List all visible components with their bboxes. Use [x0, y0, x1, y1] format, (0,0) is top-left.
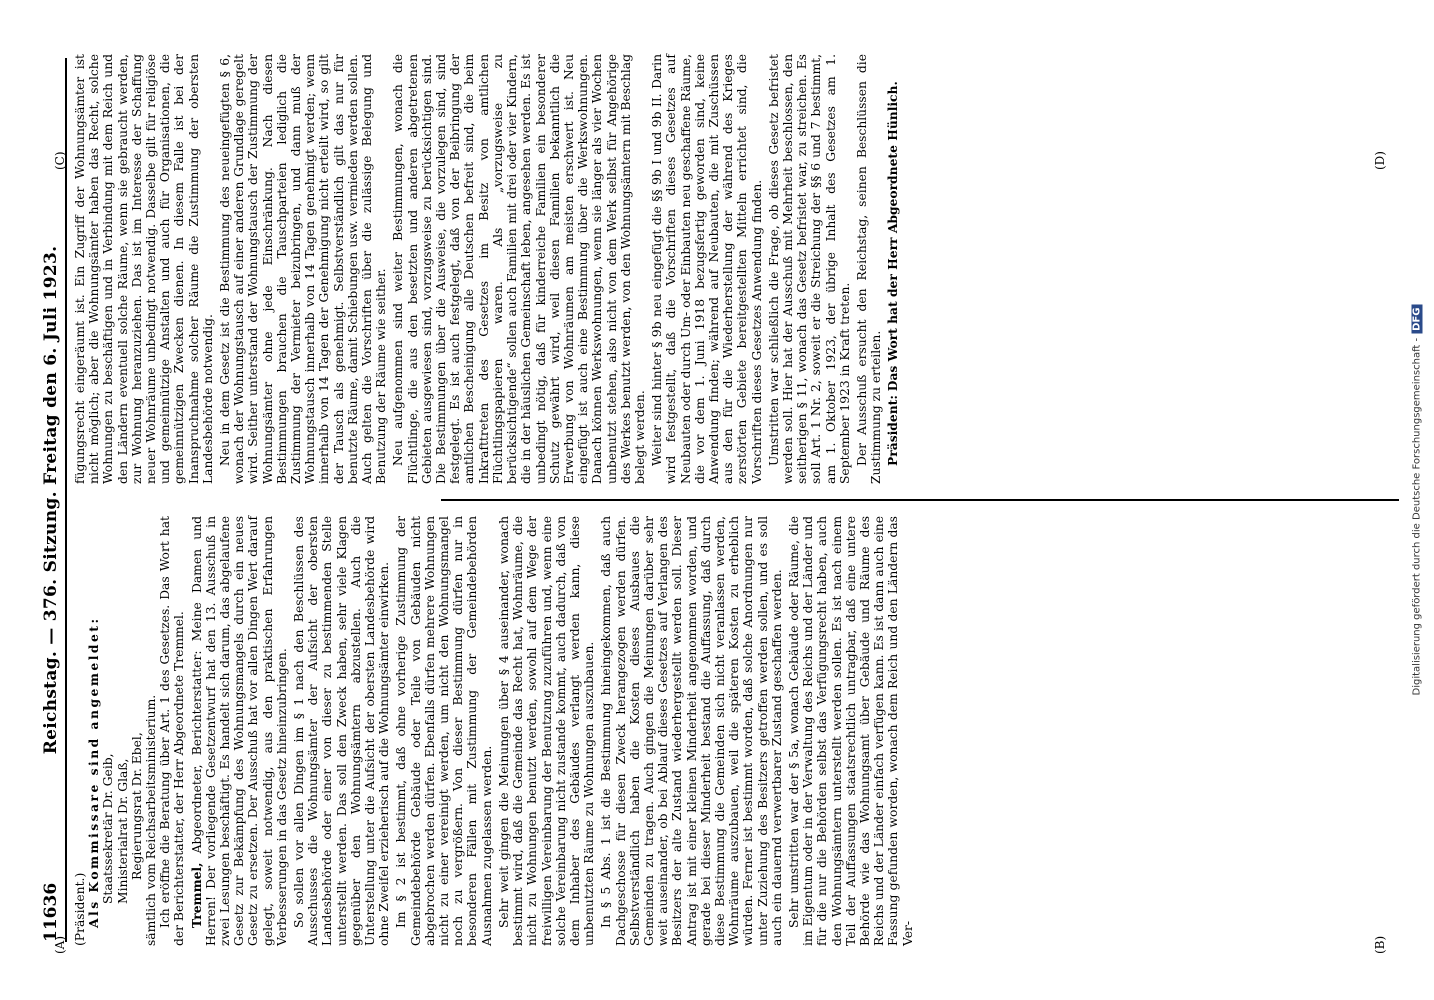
margin-letter-a: (A) [53, 935, 67, 954]
speaker-paragraph [886, 54, 900, 484]
kommissar-1: Staatssekretär Dr. Geib, [101, 753, 116, 904]
kommissar-2: Ministerialrat Dr. Glaß, [115, 758, 130, 904]
kommissar-ministry: sämtlich vom Reichsarbeitsministerium. [144, 694, 159, 946]
margin-letter-c: (C) [53, 151, 67, 170]
speaker-name: Tremmel, [188, 862, 204, 928]
paragraph: fügungsrecht eingeräumt ist. Ein Zugriff der Wohnungsämter ist nicht möglich; aber die Wohnungsämter haben das Recht, solche Wohnungen zu beschäftigen und in Verbindung mit dem Reich und den Ländern eventuell solche Räume, wenn sie gebraucht werden, zur Wohnung heranzuziehen. Das ist im Interesse der Schaffung neuer Wohnräume unbedingt notwendig. Dasselbe gilt für religiöse und gemeinnützige Anstalten und auch für Organisationen, die gemeinnützigen Zwecken dienen. In diesem Falle ist bei der Inanspruchnahme solcher Räume die Zustimmung der obersten Landesbehörde notwendig. [73, 54, 215, 484]
digitization-note [1406, 10, 1428, 990]
speaker-paragraph [190, 516, 289, 946]
paragraph: Der Ausschuß ersucht den Reichstag, seinen Beschlüssen die Zustimmung zu erteilen. [854, 54, 884, 484]
paragraph-text: Meine Damen und Herren! Der vorliegende Gesetzentwurf hat den 13. Ausschuß in zwei Lesungen beschäftigt. Es handelt sich darum, das abgelaufene Gesetz zur Bekämpfung des Wohnungsmangels durch ein neues Gesetz zu ersetzen. Der Ausschuß hat vor allen Dingen Wert darauf gelegt, soweit notwendig, aus den praktischen Erfahrungen Verbesserungen in das Gesetz hineinzubringen. [189, 516, 289, 946]
page-header [41, 58, 65, 942]
paragraph: Umstritten war schließlich die Frage, ob dieses Gesetz befristet werden soll. Hier hat der Ausschuß mit Mehrheit beschlossen, den seitherigen § 11, wonach das Gesetz befristet war, zu streichen. Es soll Art. 1 Nr. 2, soweit er die Streichung der §§ 6 und 7 bestimmt, am 1. Oktober 1923, der übrige Inhalt des Gesetzes am 1. September 1923 in Kraft treten. [766, 54, 852, 484]
speaker-role: Abgeordneter, Berichterstatter: [189, 650, 204, 854]
document-page [31, 30, 1403, 970]
paragraph-text: Das Wort hat der Herr Abgeordnete Hünlich. [885, 81, 901, 392]
speaker-name: Präsident: [885, 395, 901, 466]
margin-letter-b: (B) [1373, 935, 1387, 954]
right-column [73, 54, 1393, 484]
paragraph: Sehr umstritten war der § 5a, wonach Gebäude oder Räume, die im Eigentum oder in der Verwaltung des Reichs und der Länder und für die nur die Behörden selbst das Verfügungsrecht haben, auch den Wohnungsämtern unterstellt werden sollen. Es ist nach einem Teil der Auffassungen staatsrechtlich untragbar, daß eine untere Behörde wie das Wohnungsamt über Gebäude und Räume des Reichs und der Länder einfach verfügen kann. Es ist dann auch eine Fassung gefunden worden, wonach dem Reich und den Ländern das Ver- [786, 516, 915, 946]
paragraph: Im § 2 ist bestimmt, daß ohne vorherige Zustimmung der Gemeindebehörde Gebäude oder Teile von Gebäuden nicht abgebrochen werden dürfen. Ebenfalls dürfen mehrere Wohnungen nicht zu einer vereinigt werden, um nicht den Wohnungsmangel noch zu vergrößern. Von dieser Bestimmung dürfen nur in besonderen Fällen mit Zustimmung der Gemeindebehörden Ausnahmen zugelassen werden. [394, 516, 494, 946]
paragraph: Neu aufgenommen sind weiter Bestimmungen, wonach die Flüchtlinge, die aus den besetzten und anderen abgetretenen Gebieten ausgewiesen sind, vorzugsweise zu berücksichtigen sind. Die Bestimmungen über die Ausweise, die vorzulegen sind, sind festgelegt. Es ist auch festgelegt, daß von der Beibringung der amtlichen Bescheinigung alle Deutschen befreit sind, die beim Inkrafttreten des Gesetzes im Besitz von amtlichen Flüchtlingspapieren waren. Als „vorzugsweise zu berücksichtigende“ sollen auch Familien mit drei oder vier Kindern, die in der häuslichen Gemeinschaft leben, angesehen werden. Es ist unbedingt nötig, daß für kinderreiche Familien ein besonderer Schutz gewährt wird, weil diesen Familien bekanntlich die Erwerbung von Wohnräumen am meisten erschwert ist. Neu eingefügt ist auch eine Bestimmung über die Werkswohnungen. Danach können Werkswohnungen, wenn sie länger als vier Wochen unbenutzt stehen, also nicht von dem Werk selbst für Angehörige des Werkes benutzt werden, von den Wohnungsämtern mit Beschlag belegt werden. [391, 54, 647, 484]
paragraph: Weiter sind hinter § 9b neu eingefügt die §§ 9b I und 9b II. Darin wird festgestellt, daß die Vorschriften dieses Gesetzes auf Neubauten oder durch Um- oder Einbauten neu geschaffene Räume, die vor dem 1. Juni 1918 bezugsfertig geworden sind, keine Anwendung finden; während auf Neubauten, die mit Zuschüssen aus den für die Wiederherstellung der während des Krieges zerstörten Gebiete bereitgestellten Mitteln errichtet sind, die Vorschriften dieses Gesetzes Anwendung finden. [650, 54, 764, 484]
paragraph: Ich eröffne die Beratung über Art. 1 des Gesetzes. Das Wort hat der Berichterstatter, der Herr Abgeordnete Tremmel. [158, 516, 187, 946]
kommissare-heading: Als Kommissare sind angemeldet: [86, 616, 102, 928]
digitization-text: Digitalisierung gefördert durch die Deutsche Forschungsgemeinschaft - [1411, 337, 1423, 696]
speaker-label: (Präsident.) [73, 872, 87, 946]
paragraph: In § 5 Abs. 1 ist die Bestimmung hineingekommen, daß auch Dachgeschosse für diesen Zweck herangezogen werden dürfen. Selbstverständlich haben die Kosten dieses Ausbaues die Gemeinden zu tragen. Auch gingen die Meinungen darüber sehr weit auseinander, ob bei Ablauf dieses Gesetzes auf Verlangen des Besitzers der alte Zustand wiederhergestellt werden soll. Dieser Antrag ist mit einer kleinen Minderheit angenommen worden, und gerade bei dieser Minderheit bestand die Auffassung, daß durch diese Bestimmung die Gemeinden sich nicht veranlassen werden, Wohnräume auszubauen, weil die späteren Kosten zu erheblich würden. Ferner ist bestimmt worden, daß solche Anordnungen nur unter Zuziehung des Besitzers getroffen werden sollen, und es soll auch ein dauernd verwertbarer Zustand geschaffen werden. [599, 516, 784, 946]
session-title: Reichstag. — 376. Sitzung. Freitag den 6. Juli 1923. [41, 245, 61, 755]
column-divider [441, 499, 1399, 501]
dfg-badge: DFG [1412, 305, 1423, 334]
paragraph: Sehr weit gingen die Meinungen über § 4 auseinander, wonach bestimmt wird, daß die Gemeinde das Recht hat, Wohnräume, die nicht zu Wohnungen benutzt werden, sowohl auf dem Wege der freiwilligen Vereinbarung der Benutzung zuzuführen und, wenn eine solche Vereinbarung nicht zustande kommt, auch dadurch, daß von dem Inhaber des Gebäudes verlangt werden kann, diese unbenutzten Räume zu Wohnungen auszubauen. [496, 516, 597, 946]
header-rule [65, 58, 67, 942]
margin-letter-d: (D) [1373, 151, 1387, 170]
kommissar-3: Regierungsrat Dr. Ebel, [129, 732, 144, 880]
left-column [73, 516, 1393, 946]
paragraph: Neu in dem Gesetz ist die Bestimmung des neueingefügten § 6, wonach der Wohnungstausch auf einer anderen Grundlage geregelt wird. Seither unterstand der Wohnungstausch der Zustimmung der Wohnungsämter ohne jede Einschränkung. Nach diesen Bestimmungen brauchen die Tauschparteien lediglich die Zustimmung der Vermieter beizubringen, und dann muß der Wohnungstausch innerhalb von 14 Tagen genehmigt werden; wenn innerhalb von 14 Tagen der Genehmigung nicht erteilt wird, so gilt der Tausch als genehmigt. Selbstverständlich gilt das nur für benutzte Räume, damit Schiebungen usw. vermieden werden sollen. Auch gelten die Vorschriften über die zulässige Belegung und Benutzung der Räume wie seither. [218, 54, 389, 484]
paragraph: So sollen vor allen Dingen im § 1 nach den Beschlüssen des Ausschusses die Wohnungsämter der Aufsicht der obersten Landesbehörde oder einer von dieser zu bestimmenden Stelle unterstellt werden. Das soll den Zweck haben, sehr viele Klagen gegenüber den Wohnungsämtern abzustellen. Auch die Unterstellung unter die Aufsicht der obersten Landesbehörde wird ohne Zweifel erzieherisch auf die Wohnungsämter einwirken. [292, 516, 392, 946]
page-number: 11636 [41, 882, 61, 942]
